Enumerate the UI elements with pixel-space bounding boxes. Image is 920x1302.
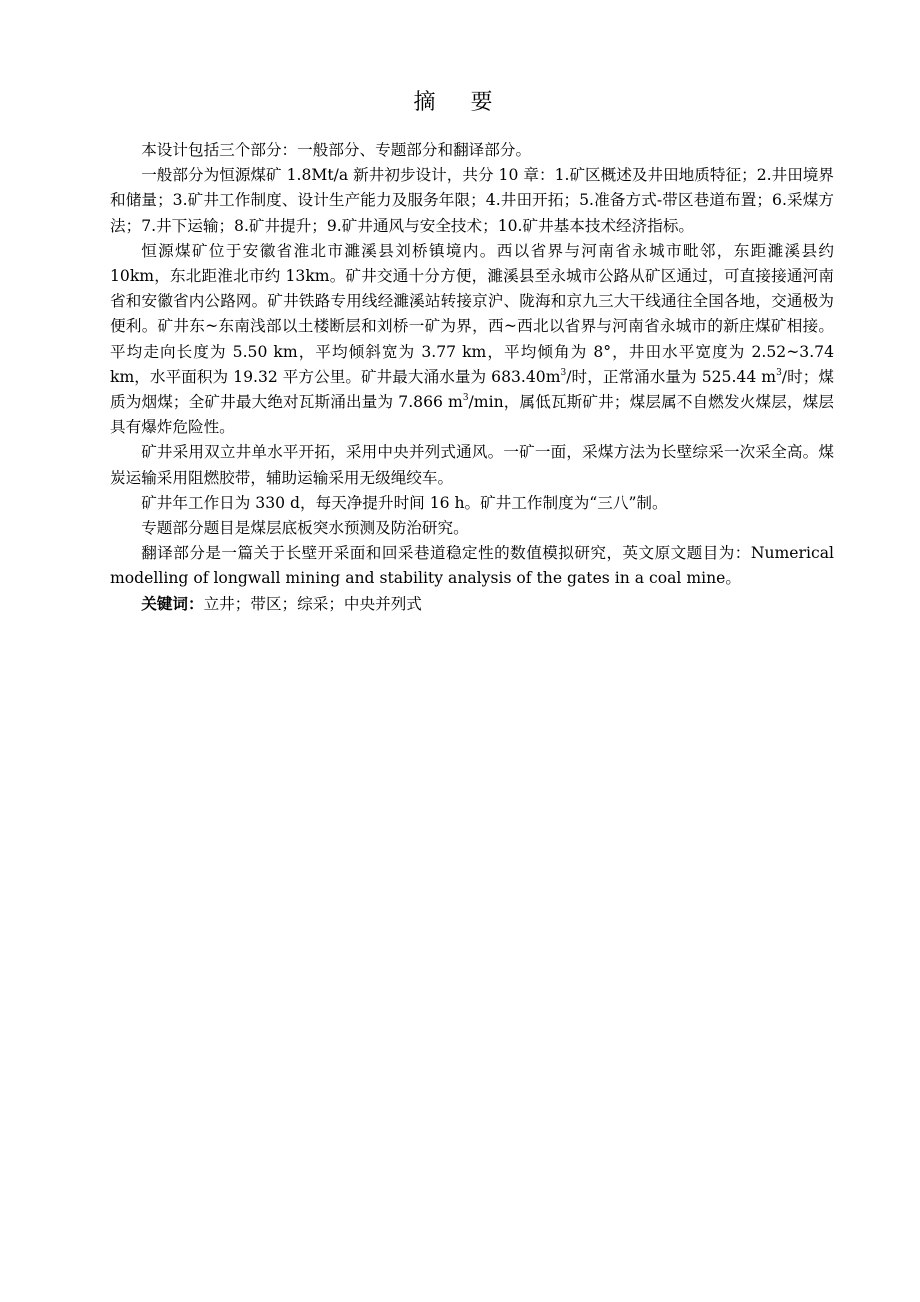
keywords-label: 关键词： <box>141 594 204 613</box>
paragraph-work-system: 矿井年工作日为 330 d，每天净提升时间 16 h。矿井工作制度为“三八”制。 <box>141 493 668 512</box>
superscript: 3 <box>560 367 567 378</box>
paragraph-general-part: 一般部分为恒源煤矿 1.8Mt/a 新井初步设计，共分 10 章：1.矿区概述及井田地质特征；2.井田境界和储量；3.矿井工作制度、设计生产能力及服务年限；4.井田开拓；5.准备方式-带区巷道布置；6.采煤方法；7.井下运输；8.矿井提升；9.矿井通风与安全技术；10.矿井基本技术经济指标。 <box>110 166 834 235</box>
abstract-title: 摘 要 <box>413 90 507 115</box>
superscript: 3 <box>462 392 469 403</box>
text-segment: /min，属低瓦斯矿井；煤层属不自燃发火煤层，煤层具有爆炸危险性。 <box>110 393 834 437</box>
paragraph-special-topic: 专题部分题目是煤层底板突水预测及防治研究。 <box>141 519 469 538</box>
paragraph-mine-location <box>110 239 834 441</box>
abstract-body <box>110 138 834 617</box>
keywords-line <box>110 592 834 617</box>
paragraph-translation: 翻译部分是一篇关于长壁开采面和回采巷道稳定性的数值模拟研究，英文原文题目为：Numerical modelling of longwall mining and stability analysis of the gates in a coal mine。 <box>110 544 834 588</box>
paragraph-overview: 本设计包括三个部分：一般部分、专题部分和翻译部分。 <box>141 141 532 159</box>
text-segment: 恒源煤矿位于安徽省淮北市濉溪县刘桥镇境内。西以省界与河南省永城市毗邻，东距濉溪县约 10km，东北距淮北市约 13km。矿井交通十分方便，濉溪县至永城市公路从矿区通过，可直接接通河南省和安徽省内公路网。矿井铁路专用线经濉溪站转接京沪、陇海和京九三大干线通往全国各地，交通极为便利。矿井东~东南浅部以土楼断层和刘桥一矿为界，西~西北以省界与河南省永城市的新庄煤矿相接。平均走向长度为 5.50 km，平均倾斜宽为 3.77 km，平均倾角为 8°，井田水平宽度为 2.52~3.74 km，水平面积为 19.32 平方公里。矿井最大涌水量为 683.40m <box>110 241 834 386</box>
text-segment: /时；煤质为烟煤；全矿井最大绝对瓦斯涌出量为 7.866 m <box>110 367 834 412</box>
paragraph-development: 矿井采用双立井单水平开拓，采用中央并列式通风。一矿一面，采煤方法为长壁综采一次采全高。煤炭运输采用阻燃胶带，辅助运输采用无级绳绞车。 <box>110 443 834 487</box>
text-segment: /时，正常涌水量为 525.44 m <box>566 367 777 386</box>
superscript: 3 <box>776 367 782 378</box>
keywords-text: 立井；带区；综采；中央并列式 <box>203 594 422 613</box>
